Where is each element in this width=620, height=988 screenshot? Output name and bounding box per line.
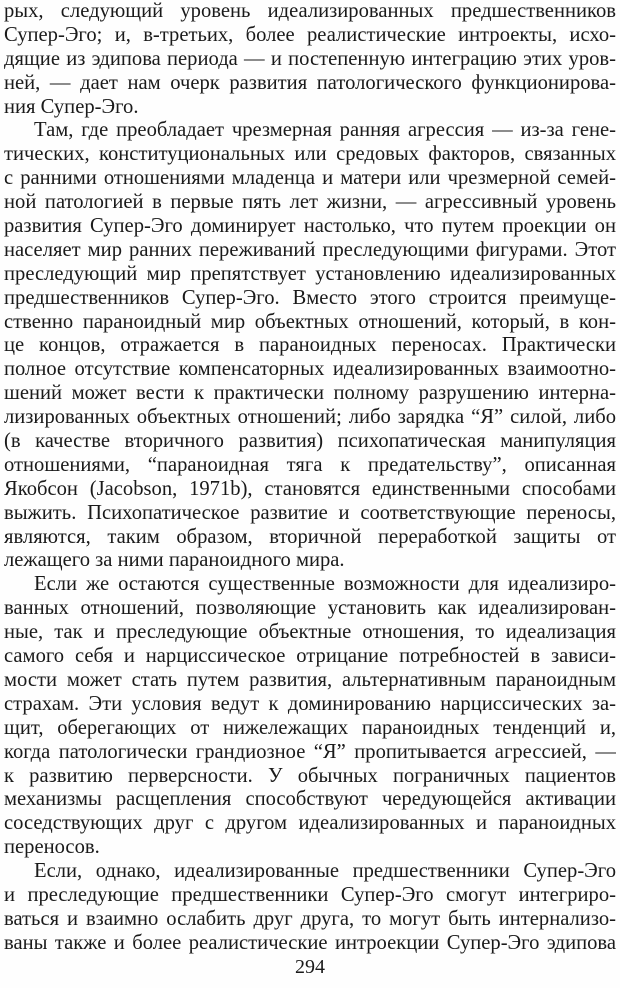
text-line: Там, где преобладает чрезмерная ранняя агрессия — из-за гене- — [34, 119, 616, 142]
text-line: ния Супер-Эго. — [4, 95, 139, 118]
text-line: це концов, отражается в параноидных переносах. Практически — [4, 334, 616, 357]
text-line: к развитию перверсности. У обычных пограничных пациентов — [4, 764, 616, 787]
text-line: мости может стать путем развития, альтернативным параноидным — [4, 668, 616, 691]
text-line: рых, следующий уровень идеализированных предшественников — [4, 0, 616, 22]
text-line: дящие из эдипова периода — и постепенную интеграцию этих уров- — [4, 47, 616, 70]
text-line: механизмы расщепления способствуют чередующейся активации — [4, 788, 616, 811]
text-line: (в качестве вторичного развития) психопатическая манипуляция — [4, 430, 616, 453]
text-line: ней, — дает нам очерк развития патологического функционирова- — [4, 71, 616, 94]
text-line: отношениями, “параноидная тяга к предательству”, описанная — [4, 453, 616, 476]
text-line: ванных отношений, позволяющие установить как идеализирован- — [4, 597, 616, 620]
text-line: выжить. Психопатическое развитие и соответствующие переносы, — [4, 501, 616, 524]
text-line: полное отсутствие компенсаторных идеализированных взаимоотно- — [4, 358, 616, 381]
text-line: ной патологией в первые пять лет жизни, — агрессивный уровень — [4, 191, 616, 214]
text-line: являются, таким образом, вторичной переработкой защиты от — [4, 525, 616, 548]
text-line: страхам. Эти условия ведут к доминированию нарциссических за- — [4, 692, 616, 715]
text-line: ные, так и преследующие объектные отношения, то идеализация — [4, 621, 616, 644]
text-line: и преследующие предшественники Супер-Эго смогут интегриро- — [4, 883, 616, 906]
text-line: шений может вести к практически полному разрушению интерна- — [4, 382, 616, 405]
text-line: лежащего за ними параноидного мира. — [4, 549, 345, 572]
text-line: ственно параноидный мир объектных отношений, который, в кон- — [4, 310, 616, 333]
text-line: лизированных объектных отношений; либо зарядка “Я” силой, либо — [4, 406, 616, 429]
text-line: предшественников Супер-Эго. Вместо этого строится преимуще- — [4, 286, 616, 309]
text-line: самого себя и нарциссическое отрицание потребностей в зависи- — [4, 645, 616, 668]
text-line: ваны также и более реалистические интроекции Супер-Эго эдипова — [4, 931, 616, 954]
text-line: щит, оберегающих от нижележащих параноидных тенденций и, — [4, 716, 616, 739]
text-line: Якобсон (Jacobson, 1971b), становятся единственными способами — [4, 477, 616, 500]
text-line: Если же остаются существенные возможности для идеализиро- — [34, 573, 616, 596]
text-line: с ранними отношениями младенца и матери или чрезмерной семей- — [4, 167, 616, 190]
text-line: когда патологически грандиозное “Я” пропитывается агрессией, — — [4, 740, 616, 763]
text-line: тических, конституциональных или средовых факторов, связанных — [4, 143, 616, 166]
text-line: развития Супер-Эго доминирует настолько, что путем проекции он — [4, 215, 616, 238]
text-line: Супер-Эго; и, в-третьих, более реалистические интроекты, исхо- — [4, 23, 616, 46]
text-line: преследующий мир препятствует установлению идеализированных — [4, 262, 616, 285]
body-text — [4, 0, 616, 956]
text-line: ваться и взаимно ослабить друг друга, то могут быть интернализо- — [4, 907, 616, 930]
text-line: населяет мир ранних переживаний преследующими фигурами. Этот — [4, 238, 616, 261]
text-line: Если, однако, идеализированные предшественники Супер-Эго — [34, 860, 616, 883]
text-line: переносов. — [4, 836, 100, 859]
text-line: соседствующих друг с другом идеализированных и параноидных — [4, 812, 616, 835]
page-number: 294 — [295, 956, 325, 978]
